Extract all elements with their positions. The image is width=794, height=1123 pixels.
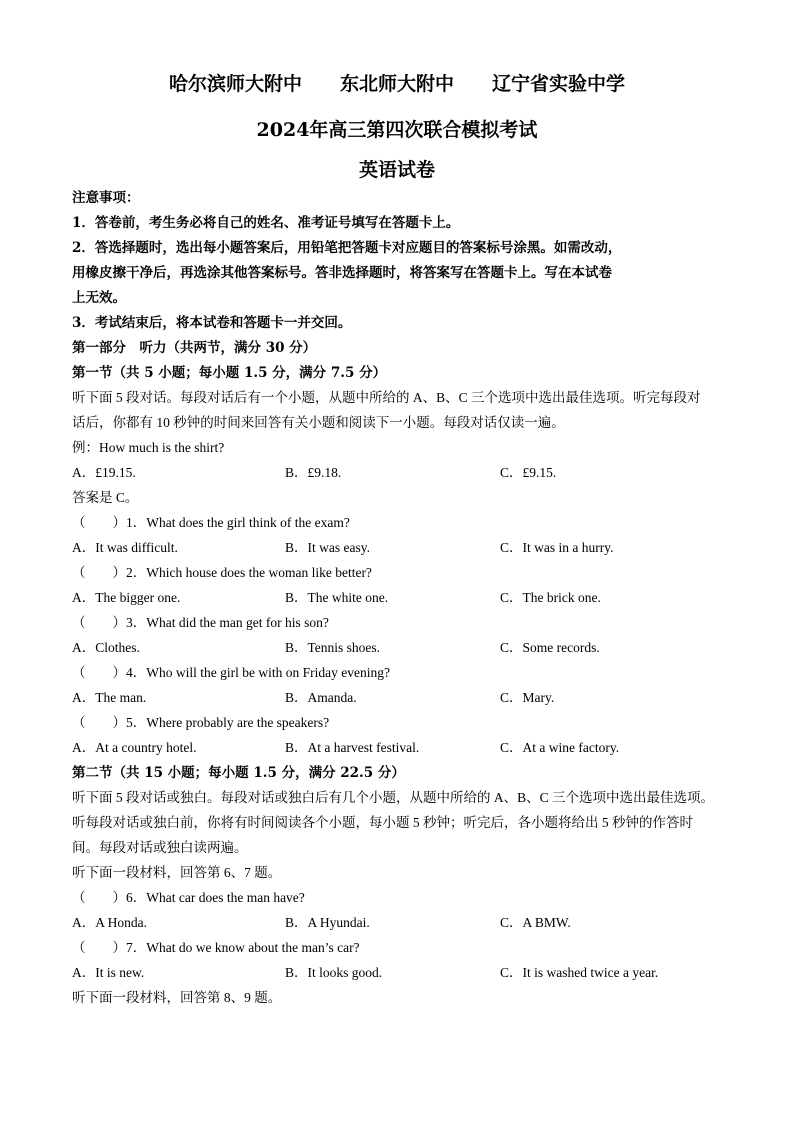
section-2-instruction-line-1: 听下面 5 段对话或独白。每段对话或独白后有几个小题，从题中所给的 A、B、C 三个选项中选出最佳选项。 [72, 790, 715, 805]
question-6-option-b: B．A Hyundai. [285, 915, 370, 930]
question-4-option-a: A．The man. [72, 690, 147, 705]
question-7-option-b: B．It looks good. [285, 965, 383, 980]
question-1-option-c: C．It was in a hurry. [500, 540, 614, 555]
question-6-option-c: C．A BMW. [500, 915, 571, 930]
section-1-instruction-line-2: 话后，你都有 10 秒钟的时间来回答有关小题和阅读下一小题。每段对话仅读一遍。 [72, 415, 565, 430]
example-option-b: B．£9.18. [285, 465, 342, 480]
question-3-option-a: A．Clothes. [72, 640, 140, 655]
question-4-option-b: B．Amanda. [285, 690, 357, 705]
question-5-option-b: B．At a harvest festival. [285, 740, 420, 755]
question-3-option-c: C．Some records. [500, 640, 600, 655]
question-6-option-a: A．A Honda. [72, 915, 147, 930]
question-2-stem: （ ）2．Which house does the woman like better? [72, 565, 372, 580]
school-names: 哈尔滨师大附中 东北师大附中 辽宁省实验中学 [168, 73, 625, 95]
section-2-instruction-line-2: 听每段对话或独白前，你将有时间阅读各个小题，每小题 5 秒钟；听完后，各小题将给出 5 秒钟的作答时 [72, 815, 693, 830]
part-1-title: 第一部分 听力（共两节，满分 30 分） [72, 340, 317, 356]
material-lead-6-7: 听下面一段材料，回答第 6、7 题。 [72, 865, 282, 880]
question-7-option-c: C．It is washed twice a year. [500, 965, 659, 980]
notice-item-2-line-2: 用橡皮擦干净后，再选涂其他答案标号。答非选择题时，将答案写在答题卡上。写在本试卷 [72, 265, 612, 281]
question-2-option-a: A．The bigger one. [72, 590, 181, 605]
question-1-stem: （ ）1．What does the girl think of the exam? [72, 515, 350, 530]
notice-item-3: 3．考试结束后，将本试卷和答题卡一并交回。 [72, 315, 352, 331]
exam-title: 2024年高三第四次联合模拟考试 [256, 119, 538, 141]
question-3-option-b: B．Tennis shoes. [285, 640, 381, 655]
question-4-option-c: C．Mary. [500, 690, 555, 705]
material-lead-8-9: 听下面一段材料，回答第 8、9 题。 [72, 990, 282, 1005]
example-answer: 答案是 C。 [72, 490, 139, 505]
notice-item-1: 1．答卷前，考生务必将自己的姓名、准考证号填写在答题卡上。 [72, 215, 460, 231]
question-2-option-c: C．The brick one. [500, 590, 601, 605]
subject-title: 英语试卷 [358, 159, 435, 181]
question-3-stem: （ ）3．What did the man get for his son? [72, 615, 329, 630]
question-5-stem: （ ）5．Where probably are the speakers? [72, 715, 330, 730]
example-option-a: A．£19.15. [72, 465, 136, 480]
section-2-instruction-line-3: 间。每段对话或独白读两遍。 [72, 840, 248, 855]
example-question: 例：How much is the shirt? [72, 440, 225, 455]
question-1-option-b: B．It was easy. [285, 540, 370, 555]
example-option-c: C．£9.15. [500, 465, 557, 480]
section-1-instruction-line-1: 听下面 5 段对话。每段对话后有一个小题，从题中所给的 A、B、C 三个选项中选出最佳选项。听完每段对 [72, 390, 701, 405]
notice-title: 注意事项： [72, 190, 140, 206]
notice-item-2-line-3: 上无效。 [72, 290, 126, 306]
question-5-option-c: C．At a wine factory. [500, 740, 620, 755]
question-7-option-a: A．It is new. [72, 965, 145, 980]
question-5-option-a: A．At a country hotel. [72, 740, 197, 755]
question-6-stem: （ ）6．What car does the man have? [72, 890, 305, 905]
question-1-option-a: A．It was difficult. [72, 540, 178, 555]
question-4-stem: （ ）4．Who will the girl be with on Friday evening? [72, 665, 390, 680]
question-2-option-b: B．The white one. [285, 590, 389, 605]
notice-item-2-line-1: 2．答选择题时，选出每小题答案后，用铅笔把答题卡对应题目的答案标号涂黑。如需改动， [72, 240, 622, 256]
section-2-title: 第二节（共 15 小题；每小题 1.5 分，满分 22.5 分） [72, 765, 405, 781]
section-1-title: 第一节（共 5 小题；每小题 1.5 分，满分 7.5 分） [72, 365, 387, 381]
question-7-stem: （ ）7．What do we know about the man’s car? [72, 940, 360, 955]
